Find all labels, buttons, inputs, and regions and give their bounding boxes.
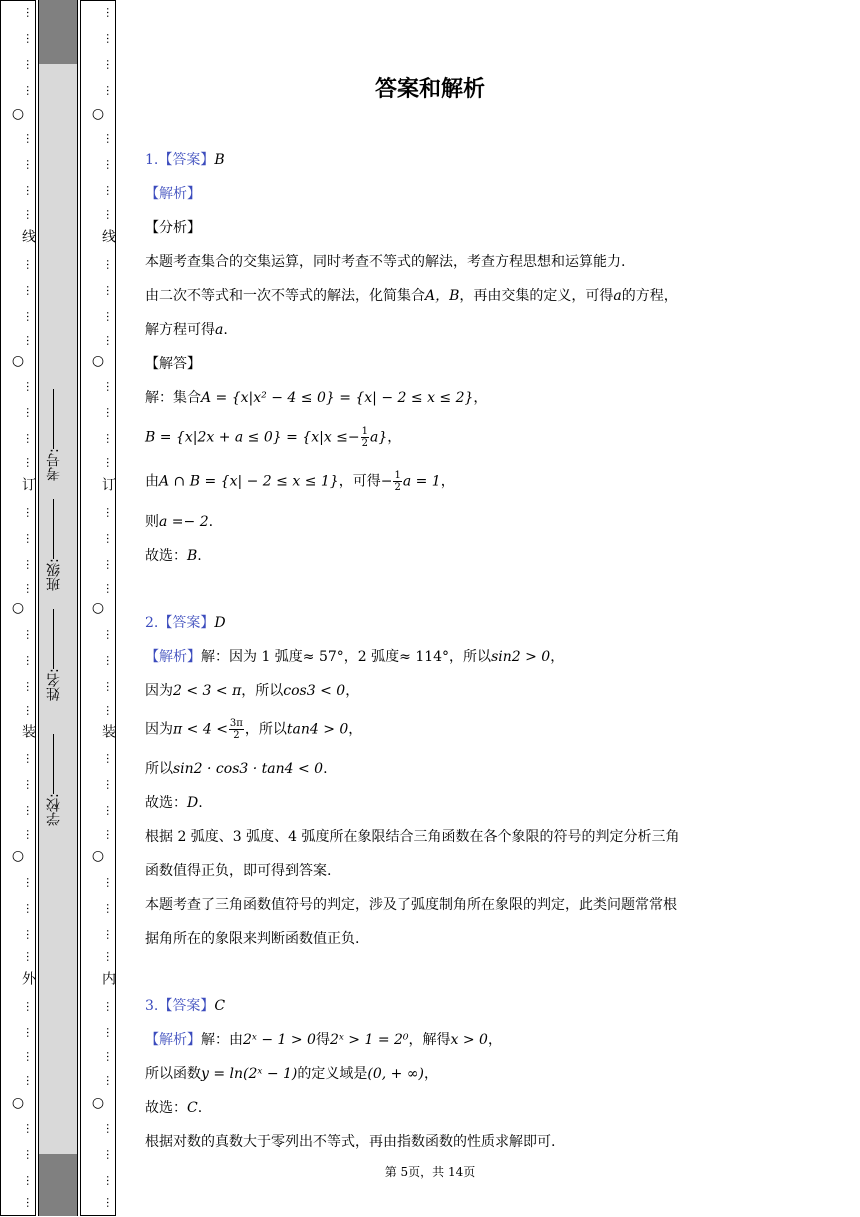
text: . xyxy=(208,514,214,530)
text: ， xyxy=(440,473,455,490)
dots: … xyxy=(104,433,117,444)
text: ， xyxy=(487,1032,502,1048)
class-label: 班级: xyxy=(46,558,62,592)
dots: … xyxy=(104,705,117,716)
math: A = {x|x² − 4 ≤ 0} = {x| − 2 ≤ x ≤ 2} xyxy=(201,390,474,406)
school-blank xyxy=(54,734,55,794)
ring-mark: ○ xyxy=(91,848,105,864)
dots: … xyxy=(104,507,117,518)
q3-solution-line-1 xyxy=(145,1030,502,1050)
q2-choice-line xyxy=(145,793,203,813)
text: . xyxy=(197,1100,203,1116)
q2-solution-line-1 xyxy=(145,647,564,667)
dots: … xyxy=(24,159,37,170)
dots: … xyxy=(24,133,37,144)
text: . xyxy=(223,322,228,338)
dots: … xyxy=(104,33,117,44)
math: D xyxy=(187,795,199,811)
q2-explanation-line-1: 根据 2 弧度、3 弧度、4 弧度所在象限结合三角函数在各个象限的符号的判定分析三角 xyxy=(145,829,680,845)
ring-mark: ○ xyxy=(91,600,105,616)
binding-char: 内 xyxy=(100,971,116,985)
dots: … xyxy=(104,1075,117,1086)
dots: … xyxy=(104,877,117,888)
dots: … xyxy=(104,929,117,940)
fraction xyxy=(229,718,244,741)
dots: … xyxy=(24,753,37,764)
text: 所以 xyxy=(145,761,173,777)
dots: … xyxy=(24,407,37,418)
dots: … xyxy=(24,1175,37,1186)
math: A，B xyxy=(425,288,460,304)
student-info-fields xyxy=(44,380,74,830)
binding-char: 线 xyxy=(20,229,36,243)
math: B = {x|2x + a ≤ 0} = {x|x ≤− xyxy=(145,429,360,446)
math: a =− 2 xyxy=(159,514,209,530)
math: cos3 < 0 xyxy=(283,683,346,699)
dots: … xyxy=(104,285,117,296)
binding-char: 装 xyxy=(100,724,116,738)
binding-char: 订 xyxy=(100,477,116,491)
ring-mark: ○ xyxy=(91,353,105,369)
dots: … xyxy=(104,407,117,418)
fraction-denominator: 2 xyxy=(361,438,368,449)
dots: … xyxy=(104,1197,117,1208)
dots: … xyxy=(24,7,37,18)
q1-solution-line-4 xyxy=(145,512,213,532)
q3-answer-value: C xyxy=(214,998,226,1014)
dots: … xyxy=(104,1027,117,1038)
ring-mark: ○ xyxy=(91,106,105,122)
q2-explanation-line-2: 函数值得正负，即可得到答案. xyxy=(145,863,332,879)
dots: … xyxy=(104,7,117,18)
ring-mark: ○ xyxy=(11,600,25,616)
text: 所以函数 xyxy=(145,1066,201,1082)
q1-answer-line xyxy=(145,150,225,170)
text: 的方程， xyxy=(621,288,678,304)
binding-char: 线 xyxy=(100,229,116,243)
dots: … xyxy=(24,583,37,594)
text: ， xyxy=(345,683,360,699)
class-field xyxy=(44,490,74,600)
math: 2ˣ − 1 > 0 xyxy=(243,1032,316,1048)
q3-answer-line xyxy=(145,996,225,1016)
dots: … xyxy=(24,259,37,270)
text: 故选： xyxy=(145,548,187,564)
q1-choice-line xyxy=(145,546,202,566)
dots: … xyxy=(24,433,37,444)
fraction-denominator: 2 xyxy=(233,730,240,741)
dots: … xyxy=(104,209,117,220)
q2-solution-line-4 xyxy=(145,759,328,779)
text: ，所以 xyxy=(241,683,284,699)
q1-jieda-heading: 【解答】 xyxy=(145,356,201,372)
dots: … xyxy=(24,85,37,96)
ring-mark: ○ xyxy=(91,1095,105,1111)
dots: … xyxy=(24,877,37,888)
dots: … xyxy=(24,209,37,220)
q2-answer-label: 2.【答案】 xyxy=(145,615,215,631)
dots: … xyxy=(104,829,117,840)
fraction xyxy=(393,470,401,493)
text: ， xyxy=(550,649,565,665)
q1-solution-line-1 xyxy=(145,388,487,408)
dots: … xyxy=(24,185,37,196)
class-blank xyxy=(54,499,55,559)
page-footer: 第 5页，共 14页 xyxy=(384,1165,476,1179)
math: − xyxy=(380,473,393,490)
q3-jiexi-heading: 【解析】 xyxy=(145,1032,201,1048)
text: 因为 xyxy=(145,721,173,738)
dots: … xyxy=(24,705,37,716)
text: 解：集合 xyxy=(145,390,201,406)
dots: … xyxy=(24,381,37,392)
text: 因为 xyxy=(145,683,173,699)
dots: … xyxy=(24,33,37,44)
q1-fenxi-heading: 【分析】 xyxy=(145,220,201,236)
name-field xyxy=(44,600,74,710)
fraction-numerator: 1 xyxy=(361,426,368,437)
page-title: 答案和解析 xyxy=(374,77,485,102)
dots: … xyxy=(104,1123,117,1134)
inner-binding-marks xyxy=(81,1,115,1217)
text: . xyxy=(198,795,203,811)
dots: … xyxy=(104,457,117,468)
fraction xyxy=(361,426,369,449)
text: 解：因为 1 弧度≈ 57°，2 弧度≈ 114°，所以 xyxy=(201,649,492,665)
math: sin2 > 0 xyxy=(491,649,551,665)
fraction-numerator: 1 xyxy=(394,470,401,481)
dots: … xyxy=(24,1149,37,1160)
ring-mark: ○ xyxy=(11,353,25,369)
exam-number-field xyxy=(44,380,74,490)
math: tan4 > 0 xyxy=(286,721,349,738)
math: C xyxy=(187,1100,198,1116)
math: (0, + ∞) xyxy=(367,1066,424,1082)
text: ，可得 xyxy=(338,473,381,490)
q2-answer-line xyxy=(145,613,226,633)
text: ， xyxy=(387,429,402,446)
dots: … xyxy=(24,929,37,940)
outer-binding-strip xyxy=(0,0,36,1216)
text: 则 xyxy=(145,514,159,530)
dots: … xyxy=(104,311,117,322)
q1-jiexi-heading: 【解析】 xyxy=(145,186,201,202)
dots: … xyxy=(104,655,117,666)
dots: … xyxy=(104,681,117,692)
dots: … xyxy=(104,629,117,640)
math: B xyxy=(187,548,198,564)
dots: … xyxy=(24,1123,37,1134)
exam-number-blank xyxy=(54,389,55,449)
dots: … xyxy=(104,559,117,570)
dots: … xyxy=(24,533,37,544)
ring-mark: ○ xyxy=(11,848,25,864)
ring-mark: ○ xyxy=(11,1095,25,1111)
dots: … xyxy=(104,583,117,594)
dots: … xyxy=(24,311,37,322)
q2-solution-line-3 xyxy=(145,718,362,741)
ring-mark: ○ xyxy=(11,106,25,122)
dots: … xyxy=(24,829,37,840)
text: ，解得 xyxy=(408,1032,451,1048)
text: 解：由 xyxy=(201,1032,243,1048)
dots: … xyxy=(24,1027,37,1038)
dots: … xyxy=(24,285,37,296)
q3-explanation-line: 根据对数的真数大于零列出不等式，再由指数函数的性质求解即可. xyxy=(145,1134,556,1150)
q1-answer-label: 1.【答案】 xyxy=(145,152,215,168)
exam-number-label: 考号: xyxy=(46,448,62,482)
dots: … xyxy=(104,1175,117,1186)
dots: … xyxy=(24,805,37,816)
dots: … xyxy=(104,159,117,170)
dots: … xyxy=(104,903,117,914)
dots: … xyxy=(24,457,37,468)
q1-solution-line-2 xyxy=(145,426,401,449)
q1-analysis-line-1: 本题考查集合的交集运算，同时考查不等式的解法，考查方程思想和运算能力. xyxy=(145,254,626,270)
dots: … xyxy=(104,1051,117,1062)
math: a} xyxy=(370,429,388,446)
dots: … xyxy=(104,59,117,70)
math: sin2 · cos3 · tan4 < 0 xyxy=(173,761,324,777)
binding-char: 装 xyxy=(20,724,36,738)
dots: … xyxy=(104,381,117,392)
dots: … xyxy=(104,805,117,816)
dots: … xyxy=(104,779,117,790)
text: . xyxy=(197,548,202,564)
dots: … xyxy=(24,655,37,666)
name-blank xyxy=(54,609,55,669)
dots: … xyxy=(104,1149,117,1160)
q1-answer-value: B xyxy=(214,152,225,168)
q3-choice-line xyxy=(145,1098,202,1118)
text: 由 xyxy=(145,473,159,490)
q1-analysis-line-2 xyxy=(145,286,678,306)
inner-binding-strip xyxy=(80,0,116,1216)
school-label: 学校: xyxy=(46,793,62,827)
q2-explanation-line-4: 据角所在的象限来判断函数值正负. xyxy=(145,931,360,947)
text: ， xyxy=(473,390,488,406)
binding-char: 订 xyxy=(20,477,36,491)
dots: … xyxy=(24,1197,37,1208)
math: a = 1 xyxy=(402,473,441,490)
dots: … xyxy=(24,1051,37,1062)
math: a xyxy=(215,322,224,338)
dots: … xyxy=(104,133,117,144)
math: x > 0 xyxy=(450,1032,488,1048)
school-field xyxy=(44,720,74,840)
dots: … xyxy=(24,681,37,692)
text: ，所以 xyxy=(244,721,287,738)
dots: … xyxy=(104,533,117,544)
text: 故选： xyxy=(145,1100,187,1116)
q3-answer-label: 3.【答案】 xyxy=(145,998,215,1014)
q2-solution-line-2 xyxy=(145,681,359,701)
q1-analysis-line-3 xyxy=(145,320,228,340)
text: 故选： xyxy=(145,795,187,811)
text: 的定义域是 xyxy=(297,1066,368,1082)
dots: … xyxy=(104,1001,117,1012)
dots: … xyxy=(24,559,37,570)
name-label: 姓名: xyxy=(46,668,62,702)
dots: … xyxy=(104,951,117,962)
text: ，再由交集的定义，可得 xyxy=(459,288,614,304)
dots: … xyxy=(104,753,117,764)
dots: … xyxy=(24,1075,37,1086)
dots: … xyxy=(24,507,37,518)
q2-jiexi-heading: 【解析】 xyxy=(145,649,201,665)
text: ， xyxy=(423,1066,438,1082)
dots: … xyxy=(24,59,37,70)
dots: … xyxy=(24,1001,37,1012)
gray-block-top xyxy=(39,0,77,64)
dots: … xyxy=(24,951,37,962)
q2-answer-value: D xyxy=(214,615,226,631)
text: 解方程可得 xyxy=(145,322,215,338)
dots: … xyxy=(24,335,37,346)
fraction-numerator: 3π xyxy=(229,718,243,729)
dots: … xyxy=(104,185,117,196)
dots: … xyxy=(104,335,117,346)
text: . xyxy=(323,761,328,777)
math: A ∩ B = {x| − 2 ≤ x ≤ 1} xyxy=(159,473,339,490)
dots: … xyxy=(24,629,37,640)
math: π < 4 < xyxy=(173,721,228,738)
dots: … xyxy=(24,903,37,914)
text: 由二次不等式和一次不等式的解法，化简集合 xyxy=(145,288,425,304)
dots: … xyxy=(104,85,117,96)
q2-explanation-line-3: 本题考查了三角函数值符号的判定，涉及了弧度制角所在象限的判定，此类问题常常根 xyxy=(145,897,677,913)
dots: … xyxy=(24,779,37,790)
text: 得 xyxy=(315,1032,330,1048)
fraction-denominator: 2 xyxy=(394,482,401,493)
q1-solution-line-3 xyxy=(145,470,455,493)
math: y = ln(2ˣ − 1) xyxy=(201,1066,298,1082)
outer-binding-marks xyxy=(1,1,35,1217)
dots: … xyxy=(104,259,117,270)
binding-char: 外 xyxy=(20,971,36,985)
math: 2ˣ > 1 = 2⁰ xyxy=(329,1032,409,1048)
math: 2 < 3 < π xyxy=(173,683,242,699)
q3-solution-line-2 xyxy=(145,1064,438,1084)
text: ， xyxy=(348,721,363,738)
math: a xyxy=(613,288,622,304)
